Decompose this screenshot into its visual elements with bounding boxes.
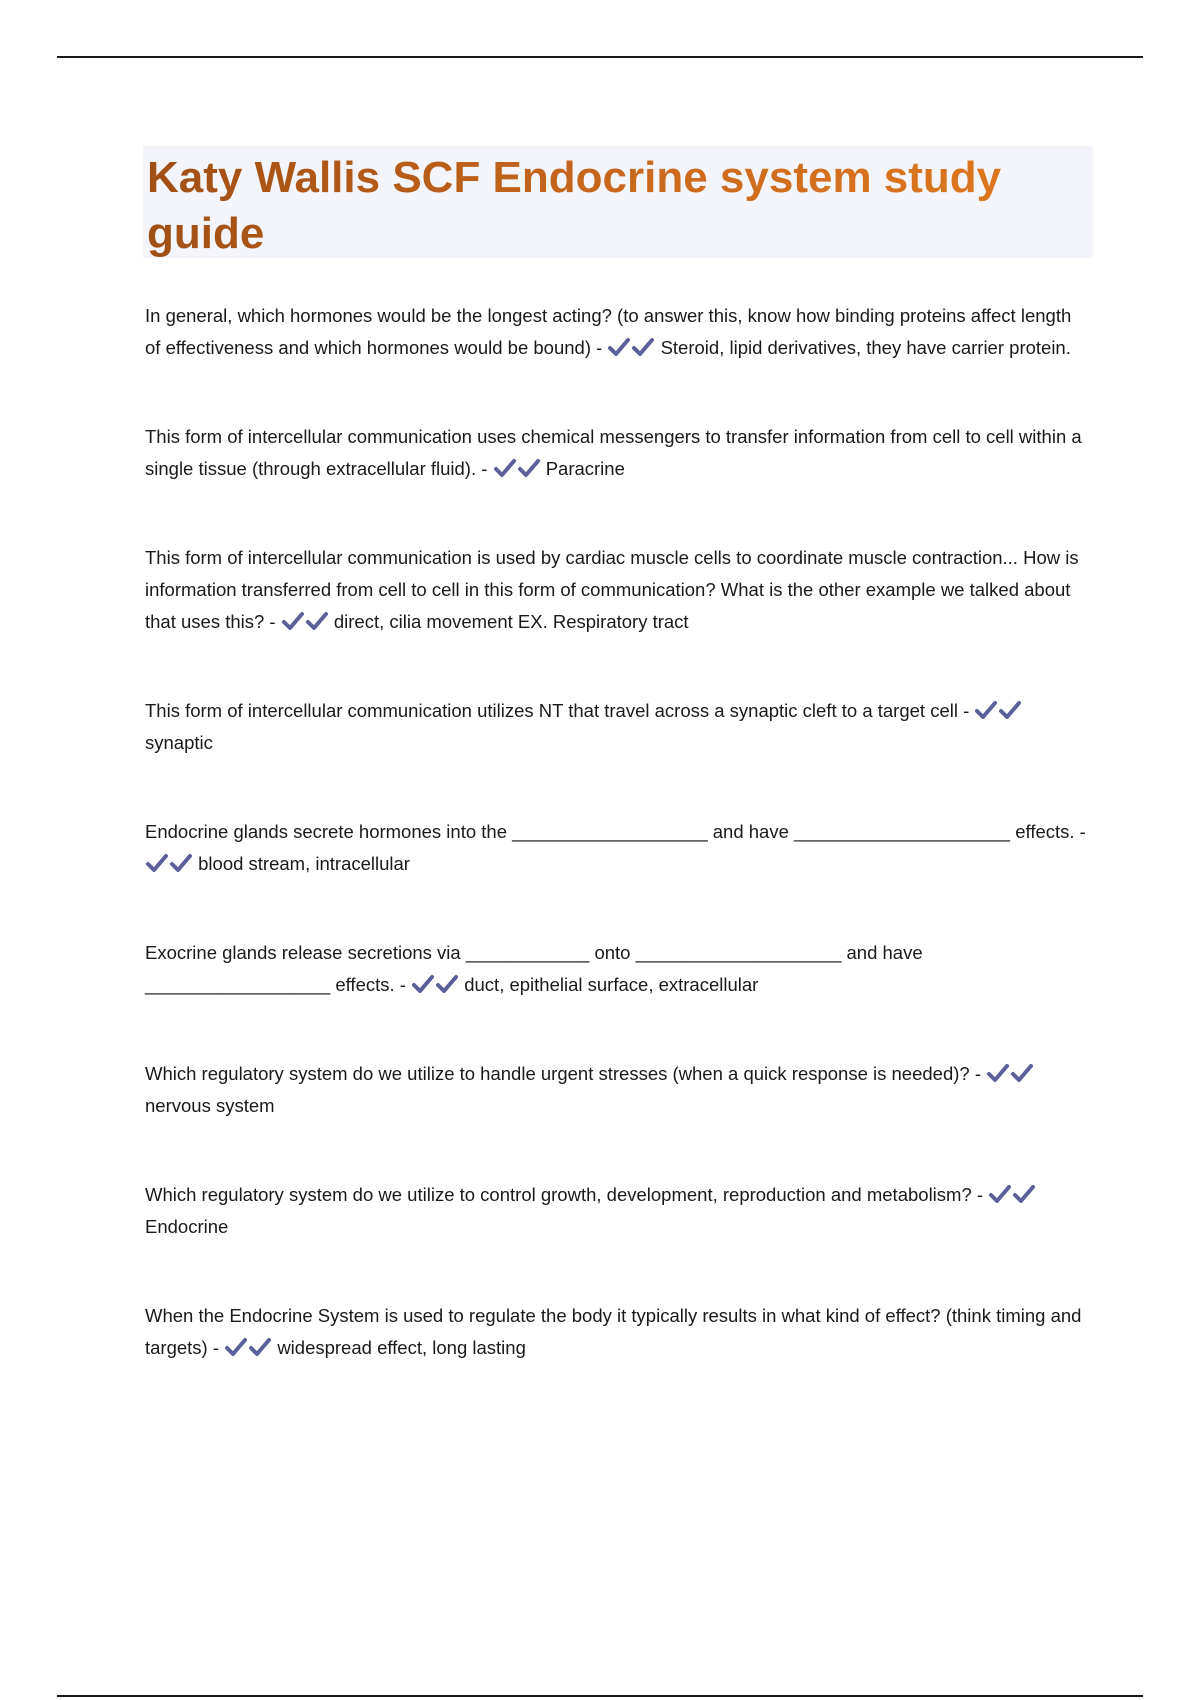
answer-text: nervous system: [145, 1095, 275, 1116]
page-title: Katy Wallis SCF Endocrine system study guide: [147, 150, 1089, 262]
check-mark-icon: [986, 1063, 1010, 1083]
check-mark-icon: [169, 853, 193, 873]
check-mark-icon: [145, 853, 169, 873]
check-mark-icon: [248, 1337, 272, 1357]
question-text: When the Endocrine System is used to regulate the body it typically results in what kind of effect? (think timing and targets) -: [145, 1305, 1082, 1358]
answer-text: blood stream, intracellular: [198, 853, 410, 874]
check-mark-icon: [435, 974, 459, 994]
answer-text: widespread effect, long lasting: [277, 1337, 526, 1358]
title-banner: [143, 146, 1093, 258]
check-mark-icon: [998, 700, 1022, 720]
check-mark-icon: [411, 974, 435, 994]
answer-text: synaptic: [145, 732, 213, 753]
top-divider: [57, 56, 1143, 58]
check-mark-icon: [1012, 1184, 1036, 1204]
check-mark-icon: [631, 337, 655, 357]
check-mark-icon: [224, 1337, 248, 1357]
check-mark-icon: [988, 1184, 1012, 1204]
qa-item: [145, 816, 1090, 880]
answer-text: Steroid, lipid derivatives, they have carrier protein.: [660, 337, 1071, 358]
answer-text: direct, cilia movement EX. Respiratory tract: [333, 611, 689, 632]
check-mark-icon: [974, 700, 998, 720]
qa-item: [145, 1179, 1090, 1243]
qa-list: [145, 300, 1090, 1364]
question-text: This form of intercellular communication uses chemical messengers to transfer information from cell to cell within a single tissue (through extracellular fluid). -: [145, 426, 1082, 479]
question-text: This form of intercellular communication utilizes NT that travel across a synaptic cleft to a target cell -: [145, 700, 970, 721]
check-mark-icon: [305, 611, 329, 631]
qa-item: [145, 1058, 1090, 1122]
qa-item: [145, 695, 1090, 759]
qa-item: [145, 937, 1090, 1001]
question-text: Exocrine glands release secretions via ____________ onto ____________________ and have __________________ effects. -: [145, 942, 923, 995]
check-mark-icon: [607, 337, 631, 357]
check-mark-icon: [517, 458, 541, 478]
qa-item: [145, 421, 1090, 485]
qa-item: [145, 300, 1090, 364]
question-text: In general, which hormones would be the longest acting? (to answer this, know how binding proteins affect length of effectiveness and which hormones would be bound) -: [145, 305, 1072, 358]
check-mark-icon: [281, 611, 305, 631]
question-text: Endocrine glands secrete hormones into the ___________________ and have _____________________ effects. -: [145, 821, 1086, 842]
check-mark-icon: [1010, 1063, 1034, 1083]
question-text: This form of intercellular communication is used by cardiac muscle cells to coordinate muscle contraction... How is information transferred from cell to cell in this form of communication? What is the other example we talked about that uses this? -: [145, 547, 1079, 632]
bottom-divider: [57, 1695, 1143, 1697]
question-text: Which regulatory system do we utilize to handle urgent stresses (when a quick response is needed)? -: [145, 1063, 982, 1084]
answer-text: duct, epithelial surface, extracellular: [464, 974, 759, 995]
question-text: Which regulatory system do we utilize to control growth, development, reproduction and metabolism? -: [145, 1184, 984, 1205]
qa-item: [145, 1300, 1090, 1364]
qa-item: [145, 542, 1090, 638]
answer-text: Endocrine: [145, 1216, 229, 1237]
answer-text: Paracrine: [545, 458, 625, 479]
check-mark-icon: [493, 458, 517, 478]
